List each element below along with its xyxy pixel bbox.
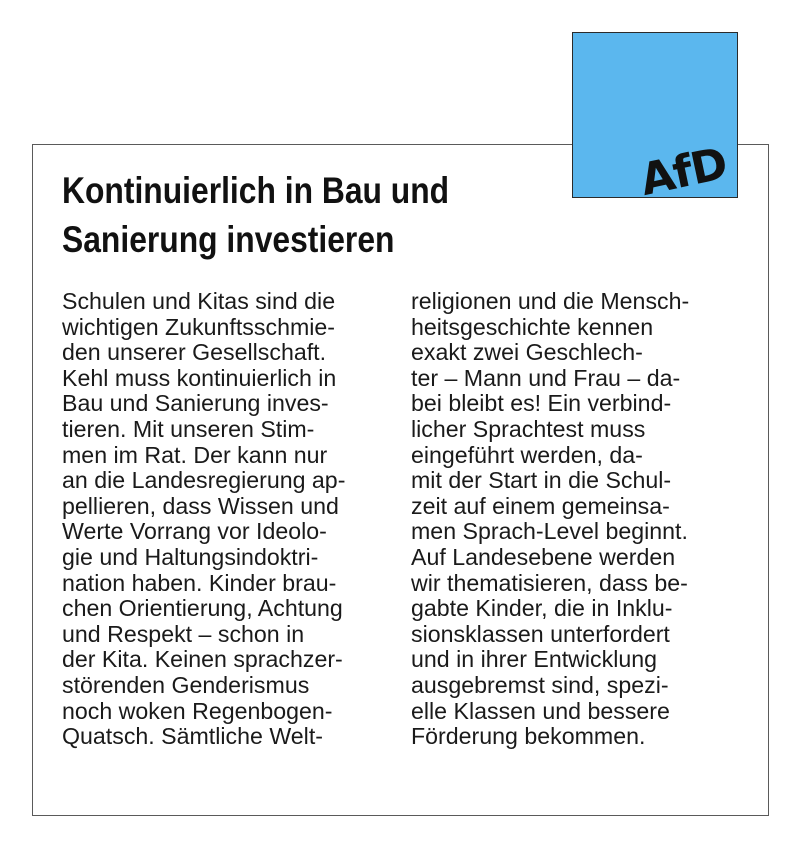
body-text-line: eingeführt werden, da-	[411, 441, 643, 468]
body-text-line: Bau und Sanierung inves-	[62, 390, 329, 417]
article-column-right	[411, 289, 761, 750]
body-text-line: und in ihrer Entwicklung	[411, 646, 658, 673]
body-text-line: gabte Kinder, die in Inklu-	[411, 595, 673, 622]
body-text-line: Werte Vorrang vor Ideolo-	[62, 518, 327, 545]
body-text-line: bei bleibt es! Ein verbind-	[411, 390, 672, 417]
body-text-line: wichtigen Zukunftsschmie-	[62, 313, 336, 340]
body-text-line: Quatsch. Sämtliche Welt-	[62, 723, 323, 750]
body-text-line: gie und Haltungsindoktri-	[62, 543, 319, 570]
body-text-line: und Respekt – schon in	[62, 620, 305, 647]
body-text-line: der Kita. Keinen sprachzer-	[62, 646, 343, 673]
body-text-line: heitsgeschichte kennen	[411, 313, 654, 340]
headline-line: Sanierung investieren	[62, 219, 395, 260]
body-text-line: an die Landesregierung ap-	[62, 467, 346, 494]
body-text-line: exakt zwei Geschlech-	[411, 339, 643, 366]
body-text-line: tieren. Mit unseren Stim-	[62, 415, 315, 442]
body-text-line: elle Klassen und bessere	[411, 697, 670, 724]
headline-line: Kontinuierlich in Bau und	[62, 170, 450, 211]
afd-logo	[572, 32, 738, 206]
body-text-line: Kehl muss kontinuierlich in	[62, 364, 337, 391]
body-text-line: sionsklassen unterfordert	[411, 620, 670, 647]
body-text-line: ter – Mann und Frau – da-	[411, 364, 681, 391]
body-text-line: Auf Landesebene werden	[411, 543, 676, 570]
body-text-line: noch woken Regenbogen-	[62, 697, 333, 724]
body-text-line: licher Sprachtest muss	[411, 415, 646, 442]
body-text-line: wir thematisieren, dass be-	[411, 569, 688, 596]
body-text-line: mit der Start in die Schul-	[411, 467, 672, 494]
body-text-line: zeit auf einem gemeinsa-	[411, 492, 670, 519]
body-text-line: nation haben. Kinder brau-	[62, 569, 337, 596]
afd-logo-text: AfD	[636, 138, 732, 206]
body-text-line: men im Rat. Der kann nur	[62, 441, 328, 468]
body-text-line: men Sprach-Level beginnt.	[411, 518, 688, 545]
body-text-line: religionen und die Mensch-	[411, 288, 690, 314]
body-text-line: Förderung bekommen.	[411, 723, 646, 750]
body-text-line: ausgebremst sind, spezi-	[411, 671, 669, 698]
body-text-line: störenden Genderismus	[62, 671, 310, 698]
body-text-line: Schulen und Kitas sind die	[62, 288, 336, 314]
article-column-left	[62, 289, 412, 750]
body-text-line: chen Orientierung, Achtung	[62, 595, 343, 622]
body-text-line: pellieren, dass Wissen und	[62, 492, 339, 519]
article-headline	[62, 166, 544, 264]
body-text-line: den unserer Gesellschaft.	[62, 339, 327, 366]
